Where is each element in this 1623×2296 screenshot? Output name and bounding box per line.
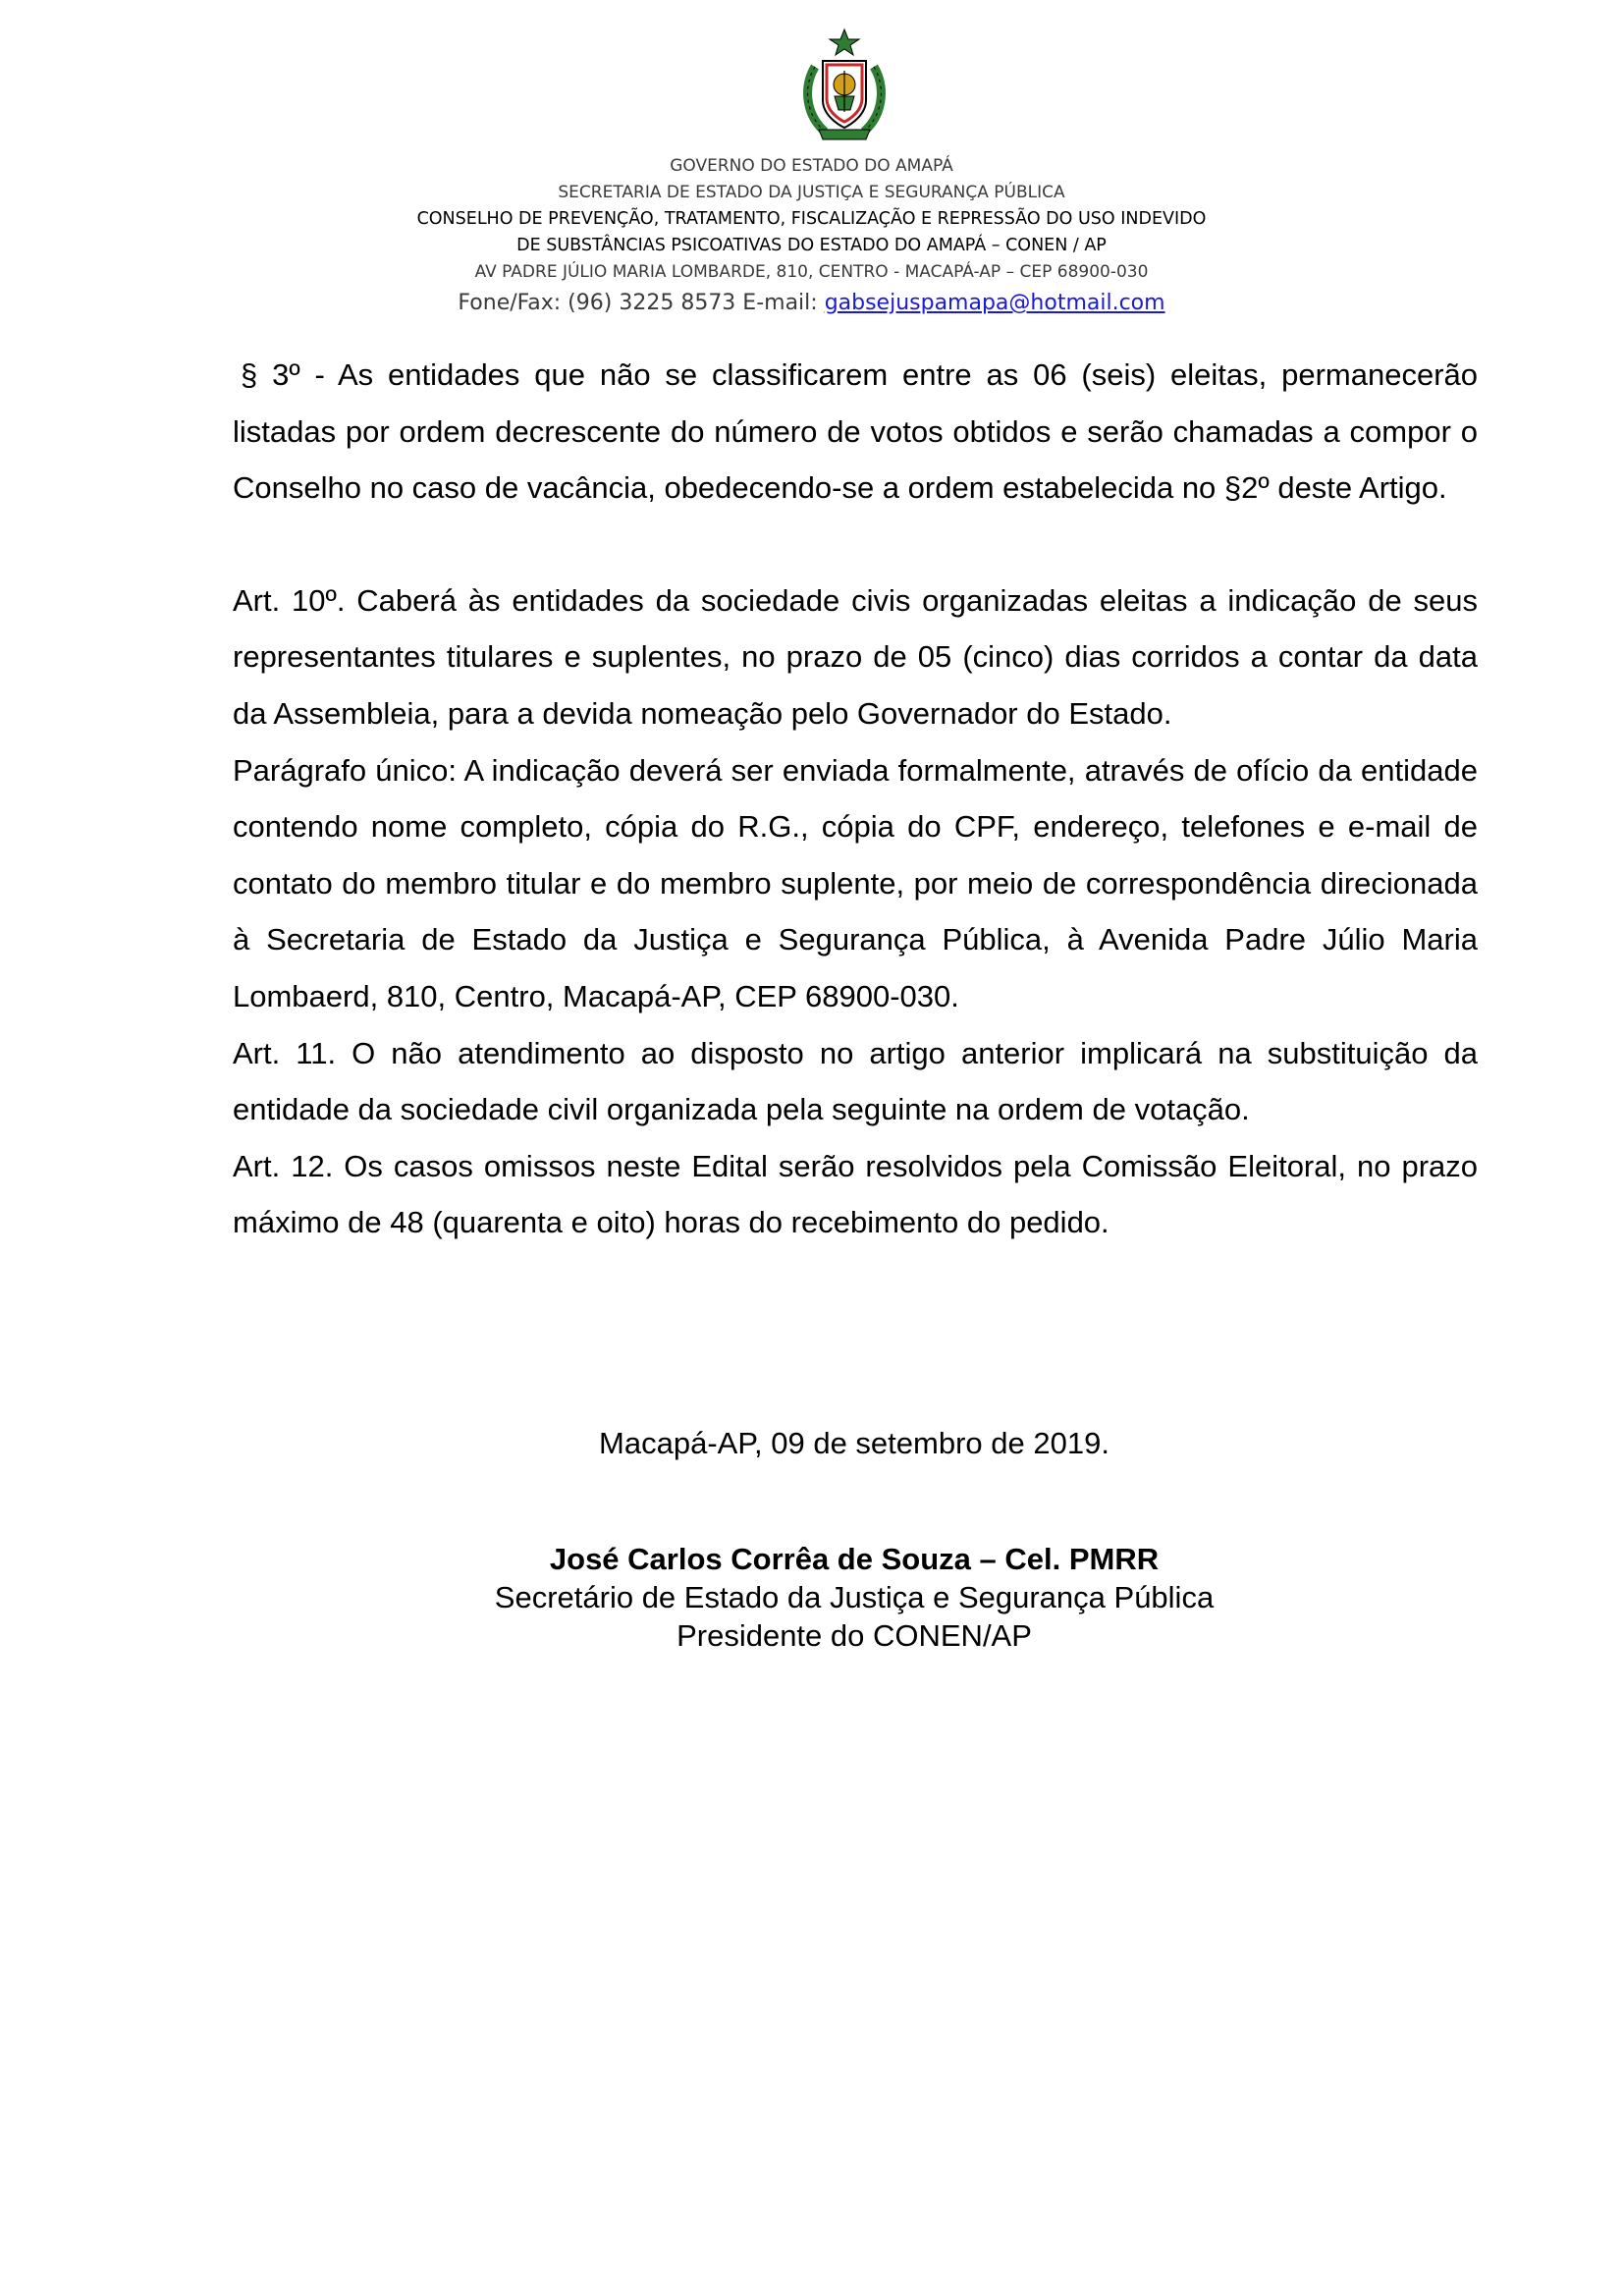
date-line: Macapá-AP, 09 de setembro de 2019.	[599, 1426, 1109, 1460]
signatory-role: Presidente do CONEN/AP	[676, 1618, 1032, 1653]
contact-phone: Fone/Fax: (96) 3225 8573 E-mail:	[458, 291, 825, 315]
header-council-line1: CONSELHO DE PREVENÇÃO, TRATAMENTO, FISCALIZAÇÃO E REPRESSÃO DO USO INDEVIDO	[416, 209, 1207, 229]
article-10: Art. 10º. Caberá às entidades da sociedade civis organizadas eleitas a indicação de seus representantes titulares e suplentes, no prazo de 05 (cinco) dias corridos a contar da data da Assembleia, para a devida nomeação pelo Governador do Estado.	[233, 582, 1478, 731]
signature-block	[0, 1540, 1623, 1655]
signatory-name: José Carlos Corrêa de Souza – Cel. PMRR	[549, 1542, 1160, 1576]
paragraph-section-3	[233, 347, 1478, 517]
header-government: GOVERNO DO ESTADO DO AMAPÁ	[670, 156, 953, 176]
letterhead	[295, 153, 1328, 318]
document-body	[233, 347, 1478, 1251]
header-council-line2: DE SUBSTÂNCIAS PSICOATIVAS DO ESTADO DO AMAPÁ – CONEN / AP	[516, 236, 1107, 255]
article-12: Art. 12. Os casos omissos neste Edital serão resolvidos pela Comissão Eleitoral, no prazo máximo de 48 (quarenta e oito) horas do recebimento do pedido.	[233, 1148, 1478, 1240]
paragraph-unico: Parágrafo único: A indicação deverá ser enviada formalmente, através de ofício da entidade contendo nome completo, cópia do R.G., cópia do CPF, endereço, telefones e e-mail de contato do membro titular e do membro suplente, por meio de correspondência direcionada à Secretaria de Estado da Justiça e Segurança Pública, à Avenida Padre Júlio Maria Lombaerd, 810, Centro, Macapá-AP, CEP 68900-030.	[233, 752, 1478, 1013]
coat-of-arms-icon	[799, 27, 890, 143]
header-contact	[295, 289, 1328, 318]
header-secretariat: SECRETARIA DE ESTADO DA JUSTIÇA E SEGURANÇA PÚBLICA	[558, 183, 1065, 202]
paragraph-section-3-text: § 3º - As entidades que não se classificarem entre as 06 (seis) eleitas, permanecerão listadas por ordem decrescente do número de votos obtidos e serão chamadas a compor o Conselho no caso de vacância, obedecendo-se a ordem estabelecida no §2º deste Artigo.	[233, 357, 1478, 506]
email-link[interactable]: gabsejuspamapa@hotmail.com	[824, 291, 1165, 315]
article-11: Art. 11. O não atendimento ao disposto no artigo anterior implicará na substituição da entidade da sociedade civil organizada pela seguinte na ordem de votação.	[233, 1035, 1478, 1127]
signatory-title: Secretário de Estado da Justiça e Segurança Pública	[494, 1580, 1215, 1614]
header-address: AV PADRE JÚLIO MARIA LOMBARDE, 810, CENTRO - MACAPÁ-AP – CEP 68900-030	[474, 262, 1149, 282]
